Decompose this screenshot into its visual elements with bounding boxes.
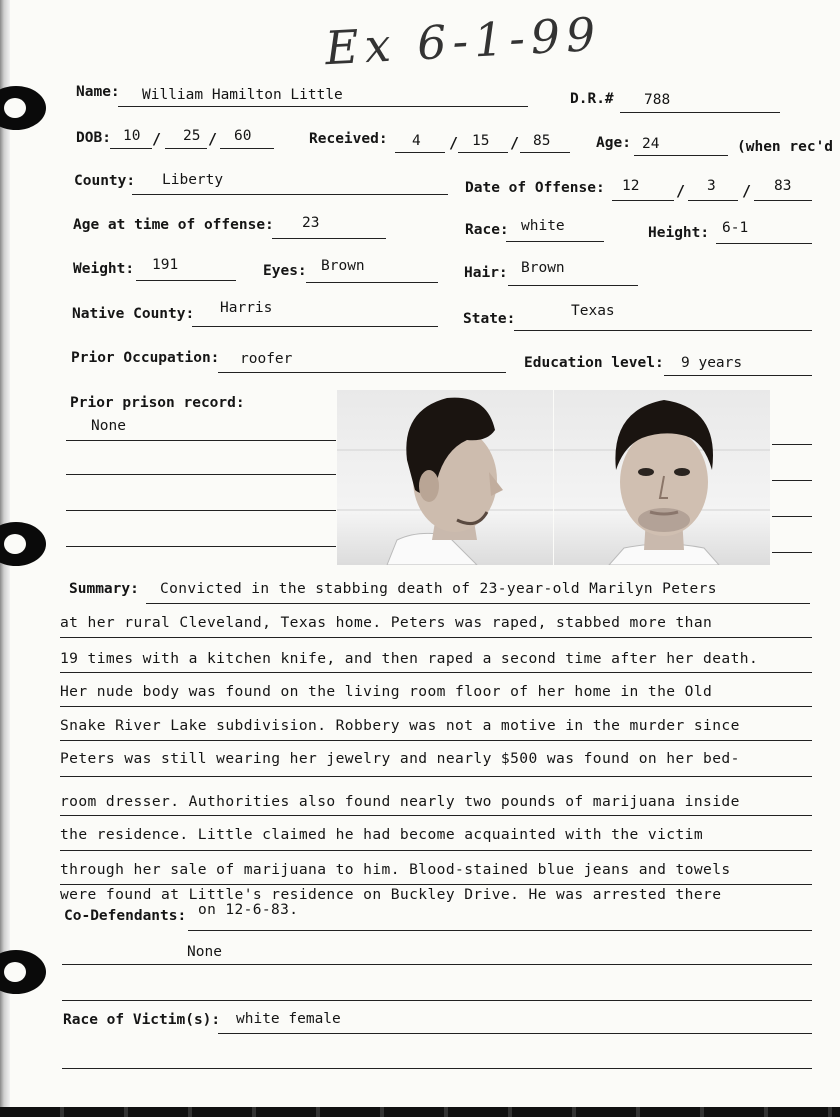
co-defendants-line-2 xyxy=(62,964,812,965)
binder-hole-middle xyxy=(0,522,46,566)
page-bottom-edge xyxy=(0,1107,840,1117)
mugshot-front-photo xyxy=(554,390,770,565)
state-label: State: xyxy=(463,311,516,327)
prior-prison-line-1 xyxy=(66,440,336,441)
age-at-offense-line xyxy=(272,238,386,239)
when-received-note: (when rec'd xyxy=(737,139,834,155)
received-day: 15 xyxy=(472,133,490,149)
received-month-line xyxy=(395,152,445,153)
binder-hole-bottom xyxy=(0,950,46,994)
age-at-offense-value: 23 xyxy=(302,215,320,231)
dob-month-line xyxy=(110,148,152,149)
summary-line-4: Her nude body was found on the living room floor of her home in the Old xyxy=(60,683,713,700)
dob-separator-1: / xyxy=(152,130,162,148)
age-line xyxy=(634,155,728,156)
race-line xyxy=(506,241,604,242)
height-line xyxy=(716,243,812,244)
summary-line-10: were found at Little's residence on Buckley Drive. He was arrested there xyxy=(60,886,722,903)
summary-label: Summary: xyxy=(69,581,139,597)
state-line xyxy=(514,330,812,331)
date-of-offense-label: Date of Offense: xyxy=(465,180,605,196)
dob-year-line xyxy=(220,148,274,149)
native-county-value: Harris xyxy=(220,300,273,316)
prior-prison-line-2 xyxy=(66,474,336,475)
education-label: Education level: xyxy=(524,355,664,371)
received-label: Received: xyxy=(309,131,388,147)
education-value: 9 years xyxy=(681,355,743,371)
summary-line-2: at her rural Cleveland, Texas home. Peters was raped, stabbed more than xyxy=(60,614,713,631)
race-of-victims-value: white female xyxy=(236,1011,341,1027)
offense-day-line xyxy=(688,200,738,201)
offense-month: 12 xyxy=(622,178,640,194)
weight-line xyxy=(136,280,236,281)
summary-line-11: on 12-6-83. xyxy=(198,902,299,918)
hair-line xyxy=(508,285,638,286)
hair-label: Hair: xyxy=(464,265,508,281)
prior-occupation-label: Prior Occupation: xyxy=(71,350,220,366)
offense-year-line xyxy=(754,200,812,201)
summary-rule-4 xyxy=(60,706,812,707)
handwritten-note: Ex 6-1-99 xyxy=(323,6,603,76)
prior-prison-line-right-2 xyxy=(772,480,812,481)
eyes-label: Eyes: xyxy=(263,263,307,279)
summary-rule-5 xyxy=(60,740,812,741)
name-label: Name: xyxy=(76,84,120,100)
summary-line-1: Convicted in the stabbing death of 23-year-old Marilyn Peters xyxy=(160,581,717,597)
age-label: Age: xyxy=(596,135,631,151)
summary-rule-8 xyxy=(60,850,812,851)
mugshot-profile-photo xyxy=(337,390,553,565)
eyes-value: Brown xyxy=(321,258,365,274)
height-value: 6-1 xyxy=(722,220,749,236)
race-label: Race: xyxy=(465,222,509,238)
dr-label: D.R.# xyxy=(570,91,614,107)
education-line xyxy=(664,375,812,376)
eyes-line xyxy=(306,282,438,283)
dob-separator-2: / xyxy=(208,130,218,148)
offense-day: 3 xyxy=(707,178,716,194)
binder-hole-top xyxy=(0,86,46,130)
summary-rule-1 xyxy=(146,603,810,604)
dob-day-line xyxy=(165,148,207,149)
weight-value: 191 xyxy=(152,257,179,273)
native-county-line xyxy=(192,326,438,327)
dr-value: 788 xyxy=(644,92,671,108)
age-value: 24 xyxy=(642,136,660,152)
prior-prison-value: None xyxy=(91,418,126,434)
race-value: white xyxy=(521,218,565,234)
hair-value: Brown xyxy=(521,260,565,276)
prior-prison-line-3 xyxy=(66,510,336,511)
native-county-label: Native County: xyxy=(72,306,195,322)
offense-month-line xyxy=(612,200,674,201)
offense-separator-1: / xyxy=(676,182,686,200)
received-year-line xyxy=(520,152,570,153)
summary-line-7: room dresser. Authorities also found nearly two pounds of marijuana inside xyxy=(60,793,740,810)
race-of-victims-line-1 xyxy=(218,1033,812,1034)
age-at-offense-label: Age at time of offense: xyxy=(73,217,274,233)
county-label: County: xyxy=(74,173,136,189)
dob-label: DOB: xyxy=(76,130,111,146)
summary-line-8: the residence. Little claimed he had become acquainted with the victim xyxy=(60,826,704,843)
summary-rule-3 xyxy=(60,672,812,673)
height-label: Height: xyxy=(648,225,710,241)
summary-rule-6 xyxy=(60,776,812,777)
co-defendants-label: Co-Defendants: xyxy=(64,908,187,924)
summary-line-5: Snake River Lake subdivision. Robbery was not a motive in the murder since xyxy=(60,717,740,734)
co-defendants-value: None xyxy=(187,944,222,960)
offense-separator-2: / xyxy=(742,182,752,200)
summary-rule-9 xyxy=(60,884,812,885)
county-line xyxy=(132,194,448,195)
name-line xyxy=(118,106,528,107)
received-month: 4 xyxy=(412,133,421,149)
prior-prison-line-right-4 xyxy=(772,552,812,553)
summary-line-9: through her sale of marijuana to him. Blood-stained blue jeans and towels xyxy=(60,861,731,878)
race-of-victims-label: Race of Victim(s): xyxy=(63,1012,221,1028)
prior-prison-line-4 xyxy=(66,546,336,547)
prior-occupation-value: roofer xyxy=(240,351,293,367)
dob-month: 10 xyxy=(123,128,141,144)
prior-prison-line-right-1 xyxy=(772,444,812,445)
weight-label: Weight: xyxy=(73,261,135,277)
prior-prison-label: Prior prison record: xyxy=(70,395,245,411)
summary-rule-7 xyxy=(60,815,812,816)
summary-line-3: 19 times with a kitchen knife, and then raped a second time after her death. xyxy=(60,650,759,667)
received-separator-1: / xyxy=(449,134,459,152)
received-separator-2: / xyxy=(510,134,520,152)
state-value: Texas xyxy=(571,303,615,319)
prior-occupation-line xyxy=(218,372,506,373)
prior-prison-line-right-3 xyxy=(772,516,812,517)
offense-year: 83 xyxy=(774,178,792,194)
name-value: William Hamilton Little xyxy=(142,87,343,103)
summary-rule-2 xyxy=(60,637,812,638)
co-defendants-line-3 xyxy=(62,1000,812,1001)
dr-line xyxy=(620,112,780,113)
dob-day: 25 xyxy=(183,128,201,144)
race-of-victims-line-2 xyxy=(62,1068,812,1069)
received-year: 85 xyxy=(533,133,551,149)
received-day-line xyxy=(458,152,508,153)
dob-year: 60 xyxy=(234,128,252,144)
summary-line-6: Peters was still wearing her jewelry and nearly $500 was found on her bed- xyxy=(60,750,740,767)
co-defendants-line-1 xyxy=(188,930,812,931)
county-value: Liberty xyxy=(162,172,224,188)
